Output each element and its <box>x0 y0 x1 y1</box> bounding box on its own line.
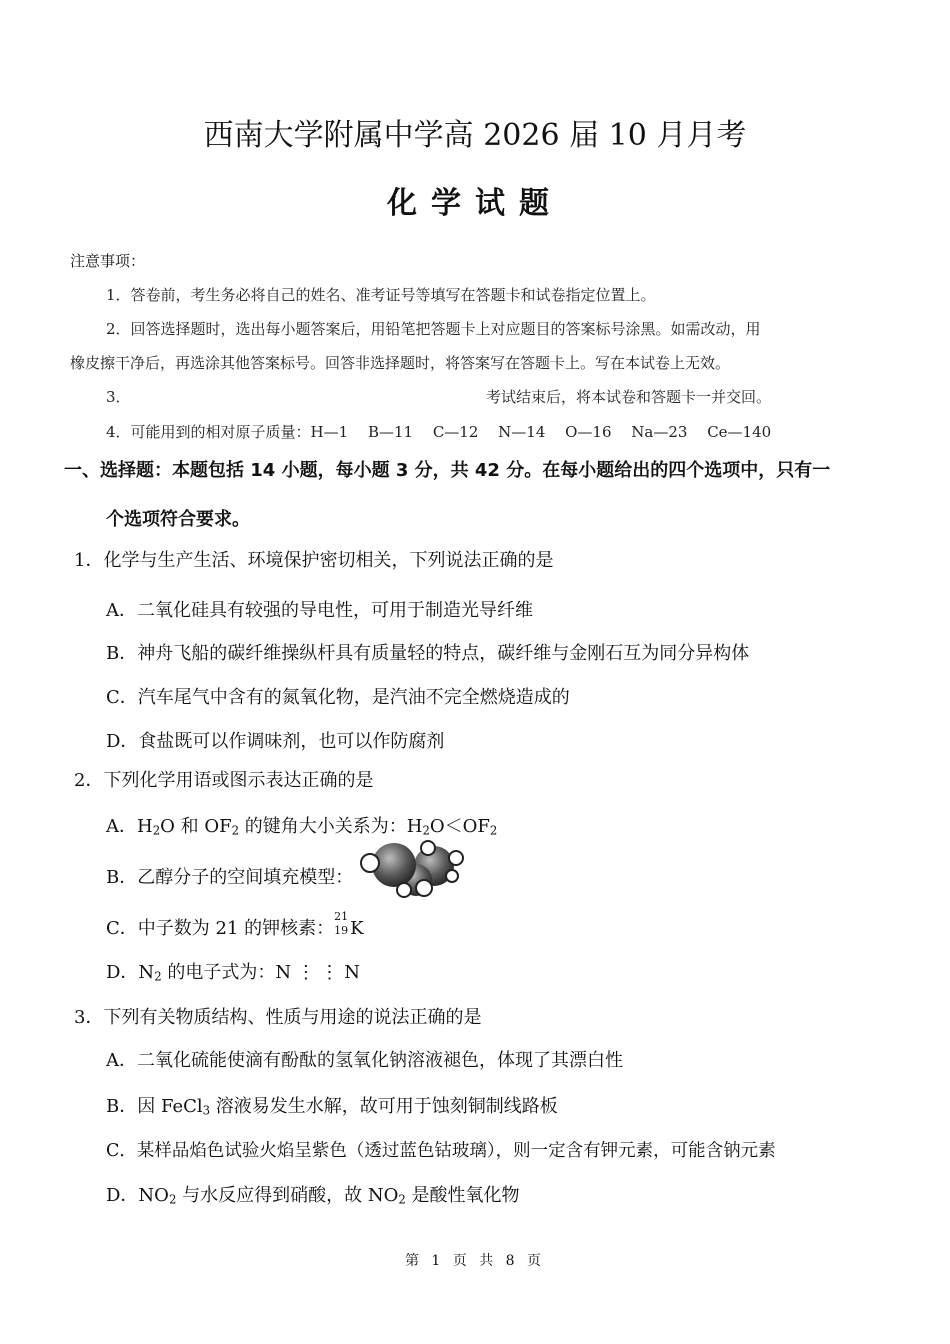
nuclide-notation <box>334 910 350 938</box>
subscript: 2 <box>152 823 161 838</box>
subscript: 2 <box>154 969 162 984</box>
text: D．N <box>106 962 155 983</box>
question-2-stem: 2．下列化学用语或图示表达正确的是 <box>74 770 374 791</box>
question-2-option-c <box>106 910 364 940</box>
text: A．H <box>106 816 153 837</box>
question-1-option-b: B．神舟飞船的碳纤维操纵杆具有质量轻的特点，碳纤维与金刚石互为同分异构体 <box>106 643 750 664</box>
question-2-option-b: B．乙醇分子的空间填充模型： <box>106 867 354 888</box>
subscript: 2 <box>489 823 498 838</box>
notice-item-3-num: 3． <box>106 388 131 406</box>
text: D．NO <box>106 1185 169 1206</box>
text: O 和 OF <box>160 816 232 837</box>
question-1-option-c: C．汽车尾气中含有的氮氧化物，是汽油不完全燃烧造成的 <box>106 687 570 708</box>
text: 是酸性氧化物 <box>405 1185 520 1206</box>
subscript: 2 <box>168 1192 177 1207</box>
notice-item-2-cont: 橡皮擦干净后，再选涂其他答案标号。回答非选择题时，将答案写在答题卡上。写在本试卷上无效。 <box>70 354 731 372</box>
subject-title: 化学试题 <box>387 186 563 221</box>
notice-heading: 注意事项： <box>70 252 146 270</box>
text: B．因 FeCl <box>106 1096 203 1117</box>
question-1-option-d: D．食盐既可以作调味剂，也可以作防腐剂 <box>106 731 445 752</box>
subscript: 3 <box>202 1103 211 1118</box>
question-3-stem: 3．下列有关物质结构、性质与用途的说法正确的是 <box>74 1007 482 1028</box>
mass-number: 21 <box>334 910 349 923</box>
text: 的电子式为：N ⋮ ⋮ N <box>161 962 361 983</box>
question-2-option-a <box>106 812 497 838</box>
notice-item-4: 4．可能用到的相对原子质量：H—1 B—11 C—12 N—14 O—16 Na—23 Ce—140 <box>106 423 772 441</box>
question-2-option-d <box>106 958 360 984</box>
question-1-option-a: A．二氧化硅具有较强的导电性，可用于制造光导纤维 <box>106 600 533 621</box>
subscript: 2 <box>231 823 240 838</box>
text: O＜OF <box>429 816 490 837</box>
section-heading: 一、选择题：本题包括 14 小题，每小题 3 分，共 42 分。在每小题给出的四个选项中，只有一 <box>64 460 831 481</box>
notice-item-1: 1．答卷前，考生务必将自己的姓名、准考证号等填写在答题卡和试卷指定位置上。 <box>106 286 656 304</box>
section-heading-cont: 个选项符合要求。 <box>106 509 250 530</box>
text: 溶液易发生水解，故可用于蚀刻铜制线路板 <box>210 1096 558 1117</box>
question-3-option-a: A．二氧化硫能使滴有酚酞的氢氧化钠溶液褪色，体现了其漂白性 <box>106 1050 623 1071</box>
notice-item-2: 2．回答选择题时，选出每小题答案后，用铅笔把答题卡上对应题目的答案标号涂黑。如需改动，用 <box>106 320 761 338</box>
subscript: 2 <box>398 1192 406 1207</box>
text: 与水反应得到硝酸，故 NO <box>176 1185 399 1206</box>
notice-item-3: 考试结束后，将本试卷和答题卡一并交回。 <box>486 388 772 406</box>
text: 的键角大小关系为：H <box>239 816 423 837</box>
text: C．中子数为 21 的钾核素： <box>106 918 335 939</box>
question-3-option-d <box>106 1181 520 1207</box>
question-3-option-c: C．某样品焰色试验火焰呈紫色（透过蓝色钴玻璃），则一定含有钾元素，可能含钠元素 <box>106 1141 776 1161</box>
exam-title: 西南大学附属中学高 2026 届 10 月月考 <box>203 118 747 153</box>
question-1-stem: 1．化学与生产生活、环境保护密切相关，下列说法正确的是 <box>74 550 554 571</box>
atomic-number: 19 <box>334 924 349 937</box>
page-number: 第 1 页 共 8 页 <box>404 1253 546 1269</box>
subscript: 2 <box>422 823 430 838</box>
element-symbol: K <box>350 918 364 939</box>
question-3-option-b <box>106 1092 558 1118</box>
ethanol-space-filling-model-icon <box>356 838 468 898</box>
